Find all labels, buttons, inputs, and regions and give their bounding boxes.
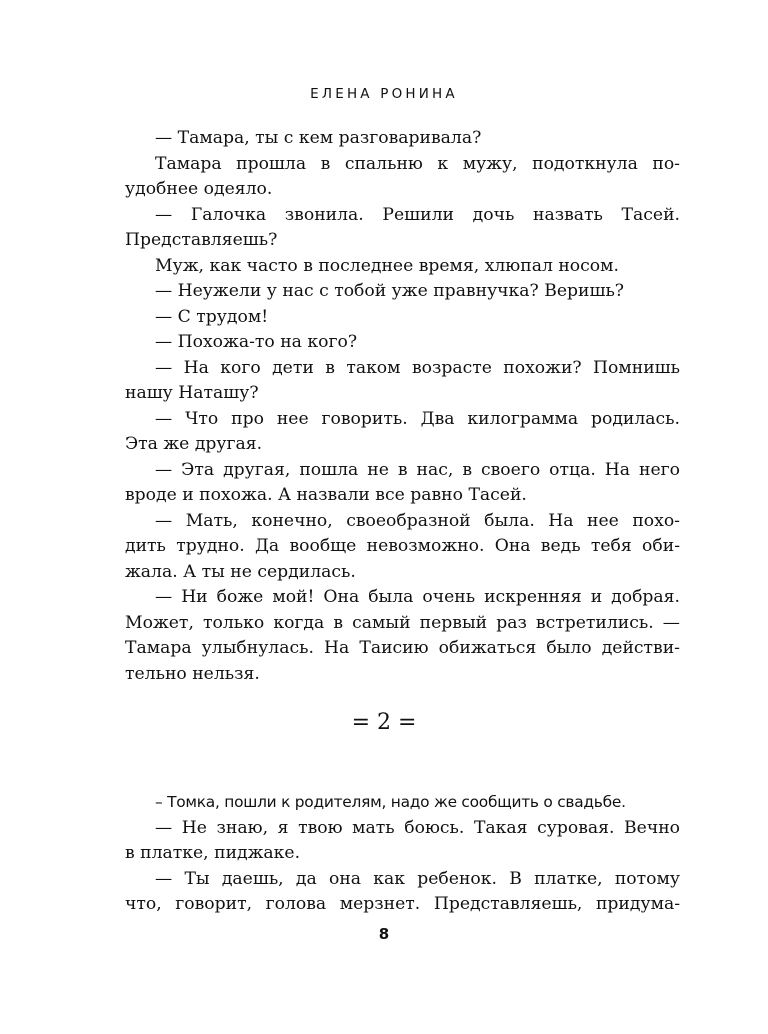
author-name: ЕЛЕНА РОНИНА xyxy=(310,86,458,102)
text-line: Тамара прошла в спальню к мужу, подоткнула по- xyxy=(155,153,680,174)
text-line: Тамара улыбнулась. На Таисию обижаться было действи- xyxy=(125,638,680,658)
text-line: Может, только когда в самый первый раз встретились. — xyxy=(125,612,680,633)
page-number xyxy=(0,924,768,944)
text-line: что, говорит, голова мерзнет. Представляешь, придума- xyxy=(125,894,680,914)
text-line: — Не знаю, я твою мать боюсь. Такая суровая. Вечно xyxy=(155,817,680,838)
text-line: вроде и похожа. А назвали все равно Тасей. xyxy=(125,485,527,505)
text-line: Эта же другая. xyxy=(125,434,263,454)
text-line: — Ни боже мой! Она была очень искренняя и добрая. xyxy=(155,587,680,607)
chapter-marker: = 2 = xyxy=(351,710,417,735)
main-text xyxy=(125,126,680,687)
text-line: тельно нельзя. xyxy=(125,663,260,684)
text-line: в платке, пиджаке. xyxy=(125,843,301,863)
running-header xyxy=(0,84,768,104)
text-line: — Галочка звонила. Решили дочь назвать Тасей. xyxy=(155,204,680,225)
text-line: — На кого дети в таком возрасте похожи? Помнишь xyxy=(155,357,680,378)
text-line: — Мать, конечно, своеобразной была. На нее похо- xyxy=(155,510,680,531)
text-line: — Ты даешь, да она как ребенок. В платке, потому xyxy=(155,868,680,889)
text-line: дить трудно. Да вообще невозможно. Она ведь тебя оби- xyxy=(125,536,680,556)
text-line: Представляешь? xyxy=(125,230,278,250)
text-line: — Эта другая, пошла не в нас, в своего отца. На него xyxy=(155,459,680,480)
text-line: нашу Наташу? xyxy=(125,383,259,403)
text-line: удобнее одеяло. xyxy=(125,179,273,199)
text-line: — Неужели у нас с тобой уже правнучка? Веришь? xyxy=(155,281,625,301)
text-line: — Что про нее говорить. Два килограмма родилась. xyxy=(155,408,680,429)
text-line: – Томка, пошли к родителям, надо же сообщить о свадьбе. xyxy=(155,793,626,811)
text-line: — Тамара, ты с кем разговаривала? xyxy=(155,128,482,148)
text-line: Муж, как часто в последнее время, хлюпал носом. xyxy=(155,255,619,276)
text-line: — С трудом! xyxy=(155,306,269,327)
text-line: — Похожа-то на кого? xyxy=(155,332,358,352)
text-line: жала. А ты не сердилась. xyxy=(125,561,356,582)
chapter-text xyxy=(125,790,680,918)
chapter-heading xyxy=(0,708,768,738)
page-number-value: 8 xyxy=(378,925,390,943)
